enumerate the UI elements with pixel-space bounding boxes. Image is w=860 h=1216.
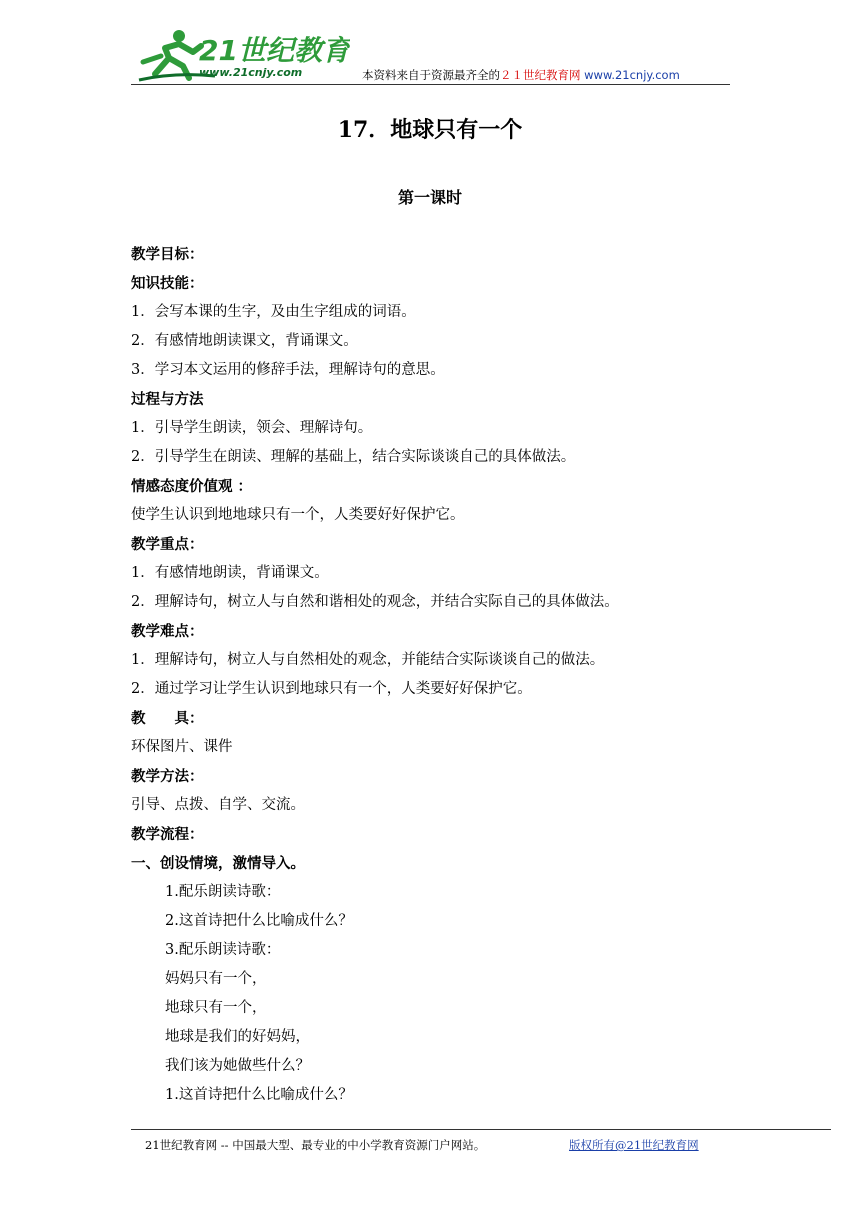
body-line: 2.这首诗把什么比喻成什么？ [165, 913, 353, 929]
body-line: 地球只有一个， [165, 1000, 267, 1016]
header-tagline [362, 67, 680, 83]
logo-text: 21世纪教育 [199, 34, 350, 67]
body-line: 1.配乐朗读诗歌： [165, 884, 281, 900]
section-heading: 教学方法： [131, 768, 204, 785]
body-line: 地球是我们的好妈妈， [165, 1029, 310, 1045]
body-line: 3.配乐朗读诗歌： [165, 942, 281, 958]
body-line: 2．有感情地朗读课文，背诵课文。 [131, 333, 358, 349]
footer-divider [131, 1129, 831, 1130]
tagline-url[interactable]: www.21cnjy.com [584, 68, 680, 82]
document-title: 17．地球只有一个 [337, 117, 523, 143]
body-line: 2．通过学习让学生认识到地球只有一个，人类要好好保护它。 [131, 681, 532, 697]
section-heading: 教学难点： [131, 623, 204, 640]
tagline-site[interactable]: ２１世纪教育网 [500, 68, 581, 82]
section-heading: 一、创设情境，激情导入。 [131, 855, 305, 872]
body-line: 使学生认识到地地球只有一个，人类要好好保护它。 [131, 507, 465, 523]
body-line: 1．引导学生朗读，领会、理解诗句。 [131, 420, 373, 436]
document-body [131, 240, 741, 1110]
page-header [131, 22, 730, 86]
body-line: 我们该为她做些什么？ [165, 1058, 310, 1074]
logo-url: www.21cnjy.com [199, 66, 303, 79]
body-line: 2．理解诗句，树立人与自然和谐相处的观念，并结合实际自己的具体做法。 [131, 594, 619, 610]
section-heading: 知识技能： [131, 275, 204, 292]
body-line: 妈妈只有一个， [165, 971, 267, 987]
body-line: 1．理解诗句，树立人与自然相处的观念，并能结合实际谈谈自己的做法。 [131, 652, 605, 668]
body-line: 3．学习本文运用的修辞手法，理解诗句的意思。 [131, 362, 445, 378]
body-line: 1．会写本课的生字，及由生字组成的词语。 [131, 304, 416, 320]
tagline-prefix: 本资料来自于资源最齐全的 [362, 68, 500, 82]
section-heading: 教 具： [131, 710, 204, 727]
document-subtitle: 第一课时 [397, 188, 462, 207]
header-divider [131, 84, 730, 85]
body-line: 环保图片、课件 [131, 739, 233, 755]
section-heading: 过程与方法 [131, 391, 204, 408]
body-line: 1．有感情地朗读，背诵课文。 [131, 565, 329, 581]
section-heading: 情感态度价值观 ： [131, 478, 253, 495]
section-heading: 教学重点： [131, 536, 204, 553]
copyright-link[interactable]: 版权所有@21世纪教育网 [569, 1138, 699, 1152]
section-heading: 教学目标： [131, 246, 204, 263]
section-heading: 教学流程： [131, 826, 204, 843]
body-line: 1.这首诗把什么比喻成什么？ [165, 1087, 353, 1103]
body-line: 2．引导学生在朗读、理解的基础上，结合实际谈谈自己的具体做法。 [131, 449, 576, 465]
site-logo [135, 22, 350, 82]
footer-text: 21世纪教育网 -- 中国最大型、最专业的中小学教育资源门户网站。 [145, 1138, 486, 1152]
body-line: 引导、点拨、自学、交流。 [131, 797, 305, 813]
